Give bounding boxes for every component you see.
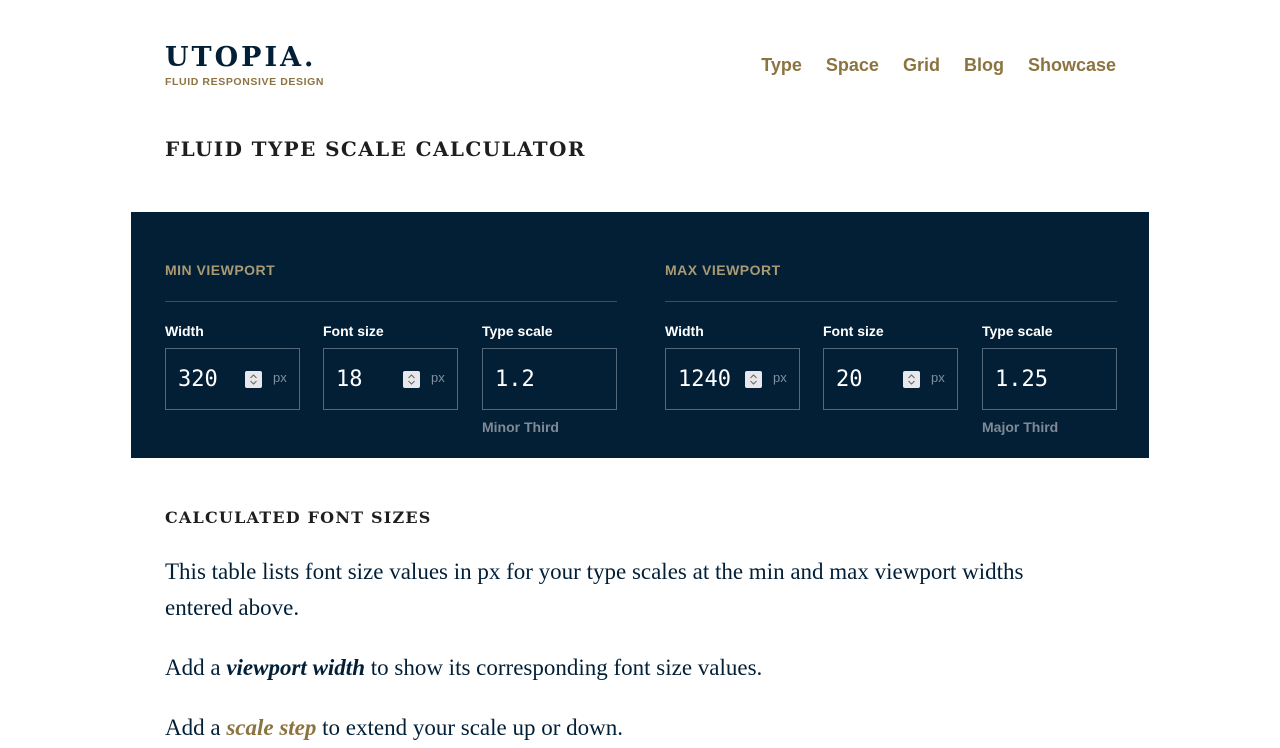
- unit-label: px: [431, 370, 445, 385]
- min-type-scale-value[interactable]: 1.2: [495, 366, 535, 392]
- min-viewport-title: MIN VIEWPORT: [165, 262, 276, 278]
- max-width-field: [665, 322, 800, 392]
- max-font-size-input[interactable]: [823, 348, 958, 410]
- min-font-size-input[interactable]: [323, 348, 458, 410]
- min-width-field: [165, 322, 300, 392]
- divider: [665, 301, 1117, 302]
- min-type-scale-name: Minor Third: [482, 419, 559, 435]
- min-font-size-label: Font size: [323, 323, 384, 339]
- page-title: FLUID TYPE SCALE CALCULATOR: [165, 137, 586, 161]
- max-type-scale-field: [982, 322, 1117, 435]
- intro-paragraph: This table lists font size values in px for your type scales at the min and max viewport widths entered above.: [165, 559, 1024, 620]
- spinner-arrows-icon: [407, 373, 416, 386]
- viewport-width-paragraph: [165, 650, 1065, 686]
- max-width-input[interactable]: [665, 348, 800, 410]
- logo-subtitle: FLUID RESPONSIVE DESIGN: [165, 76, 325, 88]
- text-fragment: Add a: [165, 715, 227, 740]
- text-fragment: Add a: [165, 655, 227, 680]
- max-viewport-title: MAX VIEWPORT: [665, 262, 781, 278]
- max-font-size-label: Font size: [823, 323, 884, 339]
- nav-item-blog[interactable]: Blog: [963, 55, 1004, 75]
- max-font-size-value[interactable]: 20: [836, 366, 863, 392]
- max-viewport-group: [665, 262, 1117, 435]
- max-font-size-field: [823, 322, 958, 392]
- nav-item-space[interactable]: Space: [825, 55, 879, 75]
- calculator-panel: [131, 212, 1149, 458]
- min-type-scale-label: Type scale: [482, 323, 553, 339]
- calculated-font-sizes-heading: CALCULATED FONT SIZES: [165, 508, 432, 527]
- unit-label: px: [931, 370, 945, 385]
- max-type-scale-value[interactable]: 1.25: [995, 366, 1048, 392]
- min-font-size-value[interactable]: 18: [336, 366, 363, 392]
- text-fragment: to extend your scale up or down.: [316, 715, 623, 740]
- nav-item-grid[interactable]: Grid: [902, 55, 940, 75]
- min-width-input[interactable]: [165, 348, 300, 410]
- scale-step-link[interactable]: scale step: [226, 715, 317, 740]
- spinner-arrows-icon: [249, 373, 258, 386]
- number-spinner[interactable]: [403, 371, 420, 388]
- scale-step-paragraph: [165, 710, 1065, 746]
- min-width-value[interactable]: 320: [178, 366, 218, 392]
- unit-label: px: [773, 370, 787, 385]
- min-font-size-field: [323, 322, 458, 392]
- logo-title: UTOPIA.: [165, 42, 317, 73]
- spinner-arrows-icon: [907, 373, 916, 386]
- max-width-value[interactable]: 1240: [678, 366, 731, 392]
- number-spinner[interactable]: [903, 371, 920, 388]
- max-width-label: Width: [665, 323, 704, 339]
- viewport-width-emphasis: viewport width: [226, 655, 365, 680]
- max-type-scale-label: Type scale: [982, 323, 1053, 339]
- min-type-scale-field: [482, 322, 617, 435]
- number-spinner[interactable]: [745, 371, 762, 388]
- spinner-arrows-icon: [749, 373, 758, 386]
- number-spinner[interactable]: [245, 371, 262, 388]
- min-width-label: Width: [165, 323, 204, 339]
- nav-item-type[interactable]: Type: [761, 55, 802, 75]
- min-type-scale-input[interactable]: [482, 348, 617, 410]
- max-type-scale-name: Major Third: [982, 419, 1059, 435]
- divider: [165, 301, 617, 302]
- unit-label: px: [273, 370, 287, 385]
- max-type-scale-input[interactable]: [982, 348, 1117, 410]
- logo[interactable]: [165, 42, 324, 88]
- min-viewport-group: [165, 262, 617, 435]
- nav-item-showcase[interactable]: Showcase: [1027, 55, 1116, 75]
- main-nav: [761, 55, 1116, 76]
- text-fragment: to show its corresponding font size values.: [364, 655, 763, 680]
